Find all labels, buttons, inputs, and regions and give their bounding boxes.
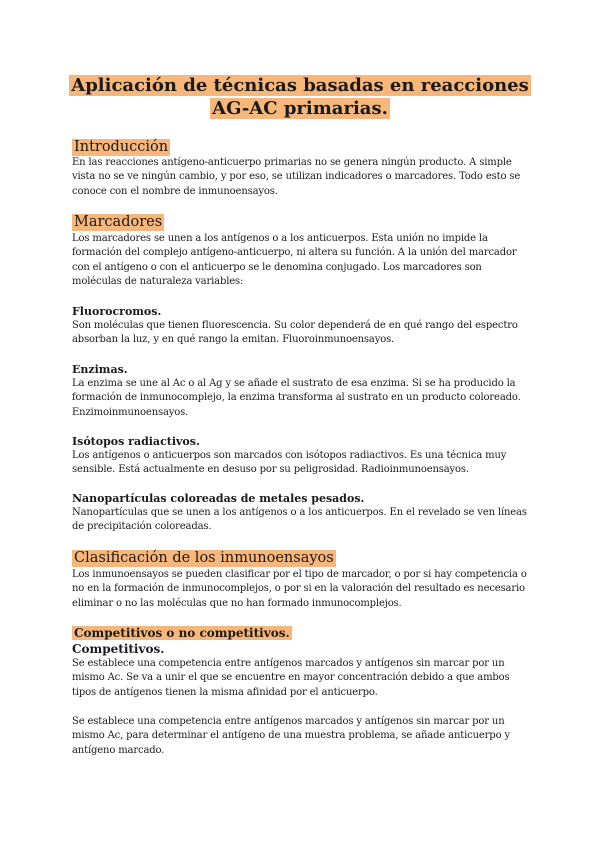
heading-isotopos: Isótopos radiactivos. (72, 435, 200, 448)
paragraph-nanoparticulas: Nanopartículas que se unen a los antígenos o a los anticuerpos. En el revelado se ven líneas de precipitación coloreadas. (72, 507, 527, 533)
document-title (0, 74, 600, 120)
paragraph-clasificacion: Los inmunoensayos se pueden clasificar por el tipo de marcador, o por si hay competencia o no en la formación de inmunocomplejos, o por si en la valoración del resultado es necesario eliminar o no las moléculas que no han formado inmunocomplejos. (72, 569, 527, 609)
heading-nanoparticulas: Nanopartículas coloreadas de metales pesados. (72, 492, 365, 505)
title-line-1: Aplicación de técnicas basadas en reacciones (71, 75, 529, 96)
paragraph-marcadores: Los marcadores se unen a los antígenos o a los anticuerpos. Esta unión no impide la formación del complejo antígeno-anticuerpo, ni altera su función. A la unión del marcador con el antígeno o con el anticuerpo se le denomina conjugado. Los marcadores son moléculas de naturaleza variables: (72, 233, 517, 287)
paragraph-enzimas: La enzima se une al Ac o al Ag y se añade el sustrato de esa enzima. Si se ha producido la formación de inmunocomplejo, la enzima transforma al sustrato en un producto coloreado. Enzimoinmunoensayos. (72, 378, 521, 418)
heading-marcadores: Marcadores (74, 214, 163, 230)
title-line-2: AG-AC primarias. (212, 98, 388, 119)
paragraph-introduccion: En las reacciones antígeno-anticuerpo primarias no se genera ningún producto. A simple vista no se ve ningún cambio, y por eso, se utilizan indicadores o marcadores. Todo esto se conoce con el nombre de inmunoensayos. (72, 157, 521, 197)
paragraph-competitivos-2: Se establece una competencia entre antígenos marcados y antígenos sin marcar por un mismo Ac, para determinar el antígeno de una muestra problema, se añade anticuerpo y antígeno marcado. (72, 716, 510, 756)
heading-competitivos-o-no: Competitivos o no competitivos. (74, 626, 290, 640)
heading-clasificacion: Clasificación de los inmunoensayos (74, 550, 334, 566)
heading-introduccion: Introducción (74, 139, 169, 155)
heading-enzimas: Enzimas. (72, 363, 128, 376)
heading-fluorocromos: Fluorocromos. (72, 305, 162, 318)
paragraph-fluorocromos: Son moléculas que tienen fluorescencia. Su color dependerá de en qué rango del espectro absorban la luz, y en qué rango la emitan. Fluoroinmunoensayos. (72, 320, 518, 346)
subheading-competitivos: Competitivos. (72, 642, 165, 656)
paragraph-competitivos-1: Se establece una competencia entre antígenos marcados y antígenos sin marcar por un mismo Ac. Se va a unir el que se encuentre en mayor concentración debido a que ambos tipos de antígenos tienen la misma afinidad por el anticuerpo. (72, 658, 510, 698)
paragraph-isotopos: Los antígenos o anticuerpos son marcados con isótopos radiactivos. Es una técnica muy sensible. Está actualmente en desuso por su peligrosidad. Radioinmunoensayos. (72, 450, 507, 476)
